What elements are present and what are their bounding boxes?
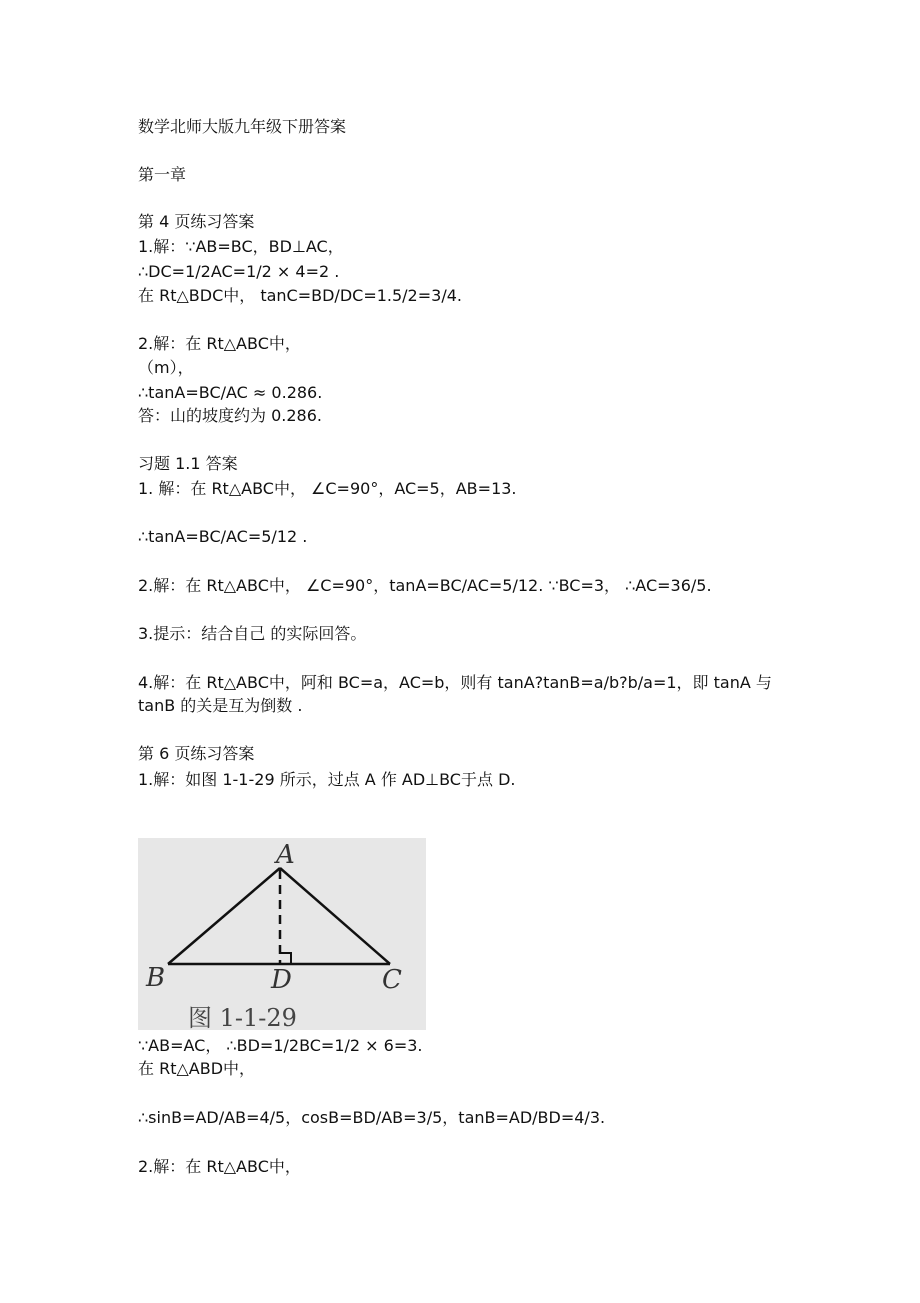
vertex-c-label: C [382, 965, 402, 995]
answer-line: 4.解：在 Rt△ABC中，阿和 BC=a，AC=b，则有 tanA?tanB=a/b?b/a=1，即 tanA 与 [138, 673, 772, 692]
answer-line: ∴tanA=BC/AC=5/12 . [138, 527, 308, 546]
document-title: 数学北师大版九年级下册答案 [138, 117, 347, 136]
triangle-figure [138, 838, 426, 1030]
figure-caption: 图 1-1-29 [188, 1004, 297, 1030]
side-ac [280, 868, 390, 964]
answer-line: tanB 的关是互为倒数 . [138, 696, 303, 715]
point-d-label: D [271, 965, 292, 995]
answer-line: 2.解：在 Rt△ABC中， [138, 334, 301, 353]
triangle-diagram [138, 838, 426, 1030]
answer-line: 2.解：在 Rt△ABC中， [138, 1157, 301, 1176]
vertex-b-label: B [146, 963, 166, 993]
answer-line: 3.提示：结合自己 的实际回答。 [138, 624, 367, 643]
answer-line: ∴DC=1/2AC=1/2 × 4=2 . [138, 262, 340, 281]
answer-line: 答：山的坡度约为 0.286. [138, 406, 322, 425]
section-heading-page4: 第 4 页练习答案 [138, 212, 255, 231]
vertex-a-label: A [276, 840, 295, 870]
answer-line: 1.解：∵AB=BC，BD⊥AC， [138, 237, 344, 256]
section-heading-page6: 第 6 页练习答案 [138, 744, 255, 763]
answer-line: 2.解：在 Rt△ABC中， ∠C=90°，tanA=BC/AC=5/12. ∵BC=3， ∴AC=36/5. [138, 576, 712, 595]
answer-line: 1. 解：在 Rt△ABC中， ∠C=90°，AC=5，AB=13. [138, 479, 517, 498]
right-angle-mark [280, 953, 291, 964]
answer-line: 在 Rt△ABD中， [138, 1059, 256, 1078]
section-heading-exercise: 习题 1.1 答案 [138, 454, 238, 473]
chapter-heading: 第一章 [138, 165, 187, 184]
answer-line: ∴tanA=BC/AC ≈ 0.286. [138, 383, 323, 402]
answer-line: 在 Rt△BDC中， tanC=BD/DC=1.5/2=3/4. [138, 286, 462, 305]
answer-line: 1.解：如图 1-1-29 所示，过点 A 作 AD⊥BC于点 D. [138, 770, 516, 789]
answer-line: （m）， [138, 358, 194, 377]
side-ab [168, 868, 280, 964]
answer-line: ∴sinB=AD/AB=4/5，cosB=BD/AB=3/5，tanB=AD/BD=4/3. [138, 1108, 606, 1127]
answer-line: ∵AB=AC， ∴BD=1/2BC=1/2 × 6=3. [138, 1036, 423, 1055]
